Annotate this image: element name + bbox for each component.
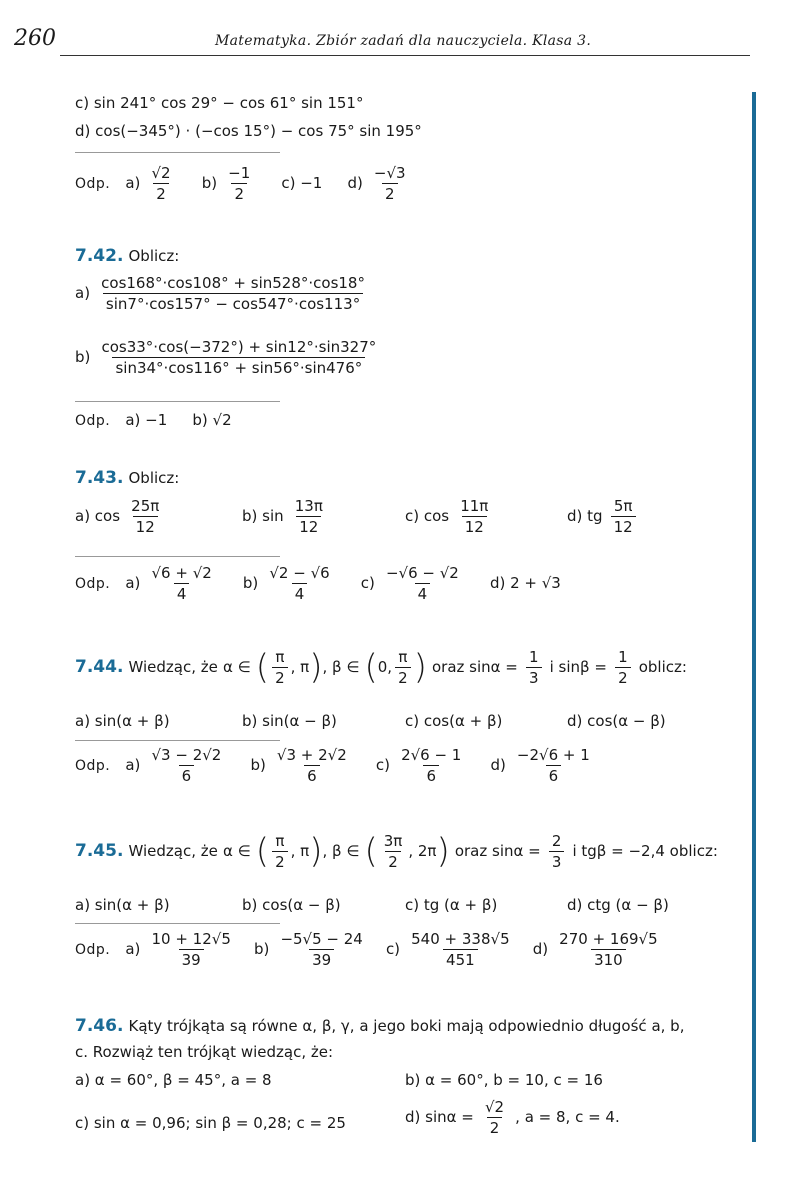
problem-7-45-item-b: b) cos(α − β) [242, 896, 341, 914]
fraction-denominator: 3 [526, 667, 542, 687]
problem-7-46-line-2: c. Rozwiąż ten trójkąt wiedząc, że: [75, 1043, 334, 1061]
math-text: a) [125, 756, 141, 774]
math-text: b) [250, 756, 266, 774]
fraction-numerator: √6 + √2 [151, 564, 212, 582]
problem-7-42-heading [75, 246, 179, 266]
math-text: oraz sinα = [454, 842, 541, 860]
fraction-numerator: √2 [484, 1098, 505, 1116]
problem-7-45-item-a: a) sin(α + β) [75, 896, 170, 914]
fraction-denominator: 2 [153, 183, 169, 203]
answer-d-fraction [371, 164, 409, 203]
math-text: b) [253, 940, 270, 958]
problem-7-45-item-c: c) tg (α + β) [405, 896, 498, 914]
fraction [398, 746, 464, 785]
parenthesis: ) [309, 647, 323, 688]
problem-number: 7.45. [75, 841, 124, 861]
math-text: , π [290, 658, 310, 676]
fraction [381, 832, 406, 871]
math-text: d) 2 + √3 [489, 574, 561, 592]
math-text: oblicz: [638, 658, 687, 676]
math-text: c) cos [405, 507, 450, 525]
math-text: b) sin [242, 507, 284, 525]
fraction [272, 832, 288, 871]
answer-b-label: b) [201, 174, 218, 192]
math-text: c) [385, 940, 401, 958]
math-text: b) [242, 574, 259, 592]
fraction-numerator: π [275, 648, 285, 666]
fraction-denominator: 12 [133, 516, 158, 536]
math-text: d) [532, 940, 549, 958]
fraction [383, 564, 462, 603]
fraction-denominator: 2 [385, 851, 401, 871]
fraction-numerator: π [275, 832, 285, 850]
answer-label: Odp. [75, 413, 111, 429]
fraction [615, 648, 631, 687]
fraction [611, 497, 636, 536]
item-b-fraction [98, 338, 379, 377]
math-text: oraz sinα = [431, 658, 518, 676]
fraction-denominator: 3 [549, 851, 565, 871]
fraction-numerator: −2√6 + 1 [516, 746, 590, 764]
fraction-denominator: 6 [304, 765, 320, 785]
fraction-denominator: 6 [423, 765, 439, 785]
fraction-numerator: √3 − 2√2 [151, 746, 222, 764]
answer-label: Odp. [75, 176, 111, 192]
math-text: Wiedząc, że [128, 842, 218, 860]
fraction-denominator: 2 [382, 183, 398, 203]
problem-7-46-item-b: b) α = 60°, b = 10, c = 16 [405, 1071, 603, 1089]
parenthesis: ( [364, 831, 378, 872]
parenthesis: ) [436, 831, 450, 872]
problem-number: 7.43. [75, 468, 124, 488]
fraction-denominator: 6 [546, 765, 562, 785]
problem-7-43-item-c [405, 497, 494, 536]
page-number: 260 [14, 26, 56, 51]
math-text: , a = 8, c = 4. [515, 1108, 620, 1126]
answer-label: Odp. [75, 576, 111, 592]
fraction-denominator: 2 [272, 667, 288, 687]
problem-7-44-statement [75, 648, 687, 687]
fraction [556, 930, 660, 969]
fraction-denominator: 2 [615, 667, 631, 687]
problem-7-45-item-d: d) ctg (α − β) [567, 896, 669, 914]
fraction-numerator: −√6 − √2 [385, 564, 459, 582]
fraction [482, 1098, 507, 1137]
math-text: , β ∈ [322, 658, 360, 676]
problem-7-43-heading [75, 468, 179, 488]
fraction [514, 746, 593, 785]
fraction [526, 648, 542, 687]
fraction [395, 648, 411, 687]
problem-7-44-item-a: a) sin(α + β) [75, 712, 170, 730]
fraction-numerator: −√3 [373, 164, 406, 182]
parenthesis: ) [413, 647, 427, 688]
fraction-numerator: √2 [151, 164, 171, 182]
answer-c: c) −1 [281, 174, 323, 192]
fraction [292, 497, 326, 536]
fraction [457, 497, 491, 536]
fraction-numerator: 540 + 338√5 [411, 930, 510, 948]
answer-a-fraction [148, 164, 173, 203]
fraction [277, 930, 365, 969]
fraction-denominator: 39 [179, 949, 204, 969]
math-text: α ∈ [222, 842, 251, 860]
math-text: , β ∈ [322, 842, 360, 860]
fraction-denominator: 2 [487, 1117, 503, 1137]
fraction-numerator: −1 [228, 164, 251, 182]
fraction [148, 746, 224, 785]
fraction-denominator: 451 [443, 949, 478, 969]
parenthesis: ) [309, 831, 323, 872]
math-text: , π [290, 842, 310, 860]
math-text: d) [490, 756, 506, 774]
fraction-numerator: 2 [551, 832, 562, 850]
fraction-denominator: 2 [272, 851, 288, 871]
problem-7-43-item-b [242, 497, 329, 536]
fraction-denominator: 4 [292, 583, 308, 603]
fraction [272, 648, 288, 687]
math-text: a) [125, 574, 141, 592]
problem-number: 7.42. [75, 246, 124, 266]
fraction [148, 564, 214, 603]
answer-a-label: a) [125, 174, 141, 192]
fraction-numerator: cos168°·cos108° + sin528°·cos18° [101, 274, 365, 292]
answer-b: b) √2 [192, 411, 232, 429]
fraction [549, 832, 565, 871]
fraction-numerator: 270 + 169√5 [559, 930, 658, 948]
parenthesis: ( [255, 831, 270, 872]
answer-d-label: d) [347, 174, 363, 192]
problem-number: 7.46. [75, 1016, 124, 1036]
prev-item-d: d) cos(−345°) · (−cos 15°) − cos 75° sin 195° [75, 122, 422, 140]
problem-7-42-answers [75, 410, 232, 429]
item-label: a) [75, 284, 91, 302]
parenthesis: ( [364, 647, 378, 688]
running-header-title: Matematyka. Zbiór zadań dla nauczyciela. Klasa 3. [215, 33, 592, 49]
fraction [148, 930, 233, 969]
item-label: b) [75, 348, 91, 366]
fraction-denominator: 39 [309, 949, 334, 969]
fraction-numerator: √2 − √6 [269, 564, 330, 582]
problem-7-45-statement [75, 832, 718, 871]
problem-7-44-item-c: c) cos(α + β) [405, 712, 503, 730]
problem-7-46-item-c: c) sin α = 0,96; sin β = 0,28; c = 25 [75, 1114, 346, 1132]
fraction [408, 930, 512, 969]
math-text: i tgβ = −2,4 oblicz: [572, 842, 718, 860]
answer-a: a) −1 [125, 411, 168, 429]
answer-divider [75, 152, 280, 153]
fraction [266, 564, 332, 603]
problem-7-43-answers [75, 564, 561, 603]
fraction-numerator: 5π [613, 497, 633, 515]
math-text: Kąty trójkąta są równe α, β, γ, a jego boki mają odpowiednio długość a, b, [128, 1017, 685, 1035]
problem-7-46-line-1 [75, 1016, 684, 1036]
margin-accent-bar [752, 92, 756, 1142]
fraction-numerator: −5√5 − 24 [280, 930, 363, 948]
math-text: a) [125, 940, 141, 958]
problem-7-45-answers [75, 930, 664, 969]
math-text: c) [360, 574, 375, 592]
problem-7-46-item-a: a) α = 60°, β = 45°, a = 8 [75, 1071, 272, 1089]
fraction-denominator: sin34°·cos116° + sin56°·sin476° [112, 357, 365, 377]
problem-7-46-item-d [405, 1098, 620, 1137]
fraction-numerator: 3π [383, 832, 403, 850]
answer-divider [75, 401, 280, 402]
item-a-fraction [98, 274, 368, 313]
fraction-denominator: 2 [395, 667, 411, 687]
answer-divider [75, 556, 280, 557]
fraction-denominator: 12 [296, 516, 321, 536]
fraction-numerator: 1 [618, 648, 628, 666]
fraction-denominator: 310 [591, 949, 626, 969]
fraction-numerator: √3 + 2√2 [276, 746, 347, 764]
math-text: d) sinα = [405, 1108, 474, 1126]
math-text: i sinβ = [549, 658, 607, 676]
fraction-numerator: 10 + 12√5 [151, 930, 231, 948]
problem-command: Oblicz: [128, 469, 180, 487]
math-text: d) tg [567, 507, 603, 525]
math-text: , 2π [408, 842, 437, 860]
fraction-denominator: 12 [462, 516, 487, 536]
fraction-numerator: 25π [131, 497, 160, 515]
problem-command: Oblicz: [128, 247, 180, 265]
fraction-numerator: 13π [294, 497, 323, 515]
answer-label: Odp. [75, 942, 111, 958]
fraction-denominator: 4 [174, 583, 190, 603]
math-text: a) cos [75, 507, 121, 525]
fraction-numerator: cos33°·cos(−372°) + sin12°·sin327° [101, 338, 377, 356]
answer-b-fraction [225, 164, 253, 203]
fraction-denominator: sin7°·cos157° − cos547°·cos113° [103, 293, 363, 313]
problem-number: 7.44. [75, 657, 124, 677]
fraction-denominator: 4 [415, 583, 431, 603]
problem-7-42-item-a [75, 274, 371, 313]
math-text: 0, [377, 658, 393, 676]
math-text: α ∈ [222, 658, 251, 676]
fraction-numerator: 2√6 − 1 [401, 746, 462, 764]
parenthesis: ( [255, 647, 270, 688]
problem-7-43-item-a [75, 497, 165, 536]
math-text: c) [375, 756, 390, 774]
fraction [274, 746, 350, 785]
math-text: Wiedząc, że [128, 658, 218, 676]
fraction-denominator: 2 [231, 183, 247, 203]
fraction-numerator: 1 [528, 648, 539, 666]
answer-divider [75, 740, 280, 741]
problem-7-44-item-d: d) cos(α − β) [567, 712, 666, 730]
prev-item-c: c) sin 241° cos 29° − cos 61° sin 151° [75, 94, 364, 112]
answer-label: Odp. [75, 758, 111, 774]
fraction [128, 497, 162, 536]
header-rule [60, 55, 750, 56]
problem-7-44-item-b: b) sin(α − β) [242, 712, 337, 730]
answer-divider [75, 923, 280, 924]
fraction-numerator: π [398, 648, 408, 666]
fraction-numerator: 11π [460, 497, 489, 515]
fraction-denominator: 6 [179, 765, 195, 785]
problem-7-43-item-d [567, 497, 639, 536]
fraction-denominator: 12 [611, 516, 636, 536]
problem-7-42-item-b [75, 338, 382, 377]
problem-7-44-answers [75, 746, 596, 785]
prev-answers [75, 164, 412, 203]
